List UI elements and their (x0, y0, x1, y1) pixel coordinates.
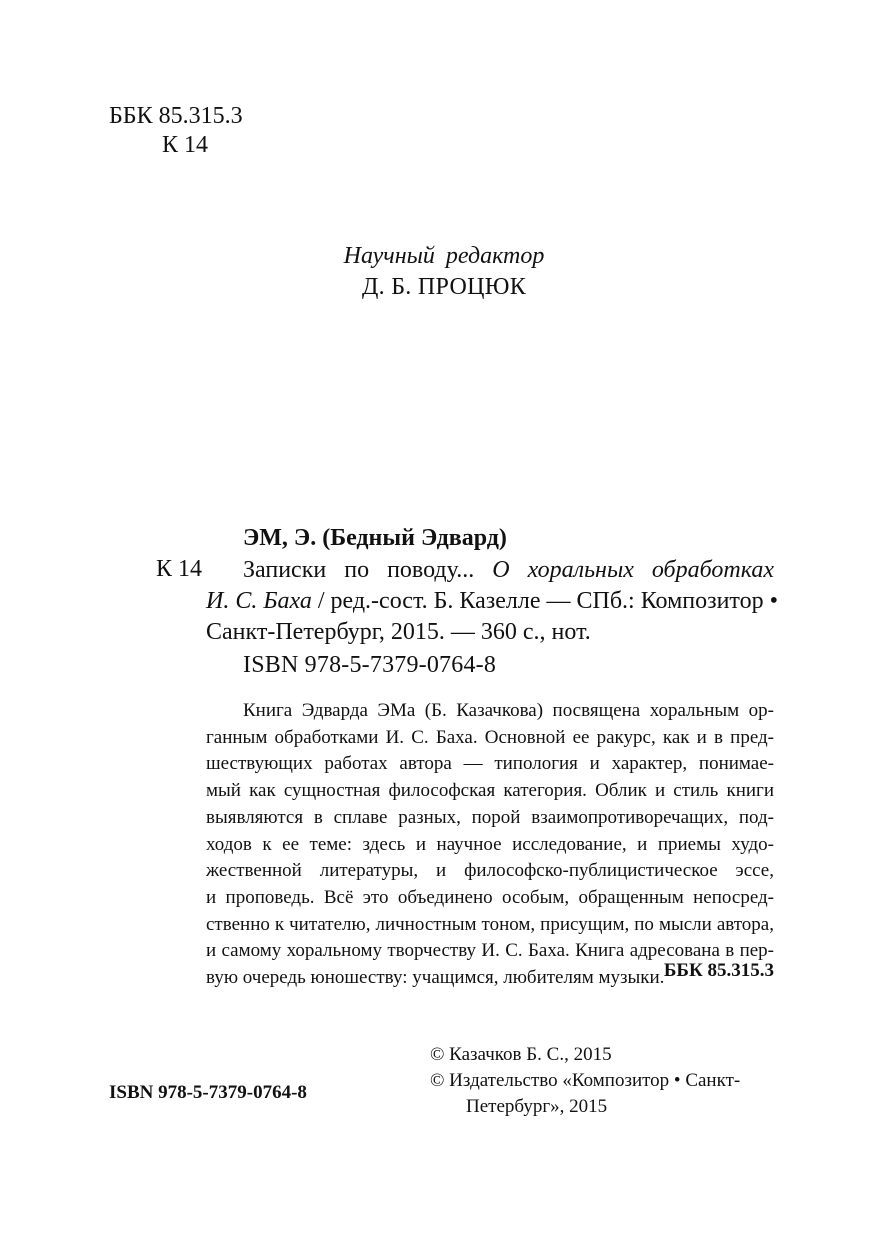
annotation-line: ганным обработками И. С. Баха. Основной ее ракурс, как и в пред- (206, 726, 774, 748)
bib-title-italic: О хоральных обработках (492, 557, 774, 583)
bib-composer-italic: И. С. Баха (206, 588, 312, 614)
editor-name: Д. Б. ПРОЦЮК (361, 274, 527, 300)
catalog-author: ЭМ, Э. (Бедный Эдвард) (243, 525, 507, 551)
copyright-block (430, 1042, 790, 1120)
annotation-line: жественной литературы, и философско-публицистическое эссе, (206, 860, 774, 882)
bbk-code: ББК 85.315.3 (109, 103, 243, 129)
annotation-line: ственно к читателю, личностным тоном, присущим, по мысли автора, (206, 913, 774, 935)
annotation-line: Книга Эдварда ЭМа (Б. Казачкова) посвящена хоральным ор- (243, 700, 774, 721)
catalog-index: К 14 (156, 556, 203, 582)
copyright-publisher-cont: Петербург», 2015 (466, 1096, 608, 1117)
annotation-line: ходов к ее теме: здесь и научное исследование, и приемы худо- (206, 833, 774, 855)
bib-title-plain: Записки по поводу... (243, 557, 475, 583)
annotation-line: и проповедь. Всё это объединено особым, обращенным непосред- (206, 886, 774, 908)
annotation-line: шествующих работах автора — типология и характер, понимае- (206, 753, 774, 775)
bib-line-2 (206, 586, 779, 617)
editor-role: Научный редактор (343, 243, 545, 269)
annotation-bbk: ББК 85.315.3 (663, 960, 774, 981)
annotation (206, 698, 774, 992)
annotation-line: вую очередь юношеству: учащимся, любителям музыки. (206, 967, 665, 989)
bib-publisher: / ред.-сост. Б. Казелле — СПб.: Композитор • (317, 588, 779, 614)
bibliographic-description (206, 555, 779, 648)
annotation-line: и самому хоральному творчеству И. С. Баха. Книга адресована в пер- (206, 940, 774, 962)
bib-line-1 (206, 555, 774, 586)
annotation-line: выявляются в сплаве разных, порой взаимопротиворечащих, под- (206, 806, 774, 828)
author-sign: К 14 (162, 132, 209, 158)
footer-isbn: ISBN 978-5-7379-0764-8 (109, 1082, 307, 1103)
bib-line-3: Санкт-Петербург, 2015. — 360 с., нот. (206, 619, 591, 645)
copyright-author: © Казачков Б. С., 2015 (430, 1044, 612, 1065)
copyright-publisher: © Издательство «Композитор • Санкт- (430, 1070, 741, 1091)
catalog-isbn: ISBN 978-5-7379-0764-8 (243, 652, 497, 678)
annotation-line: мый как сущностная философская категория. Облик и стиль книги (206, 780, 774, 802)
